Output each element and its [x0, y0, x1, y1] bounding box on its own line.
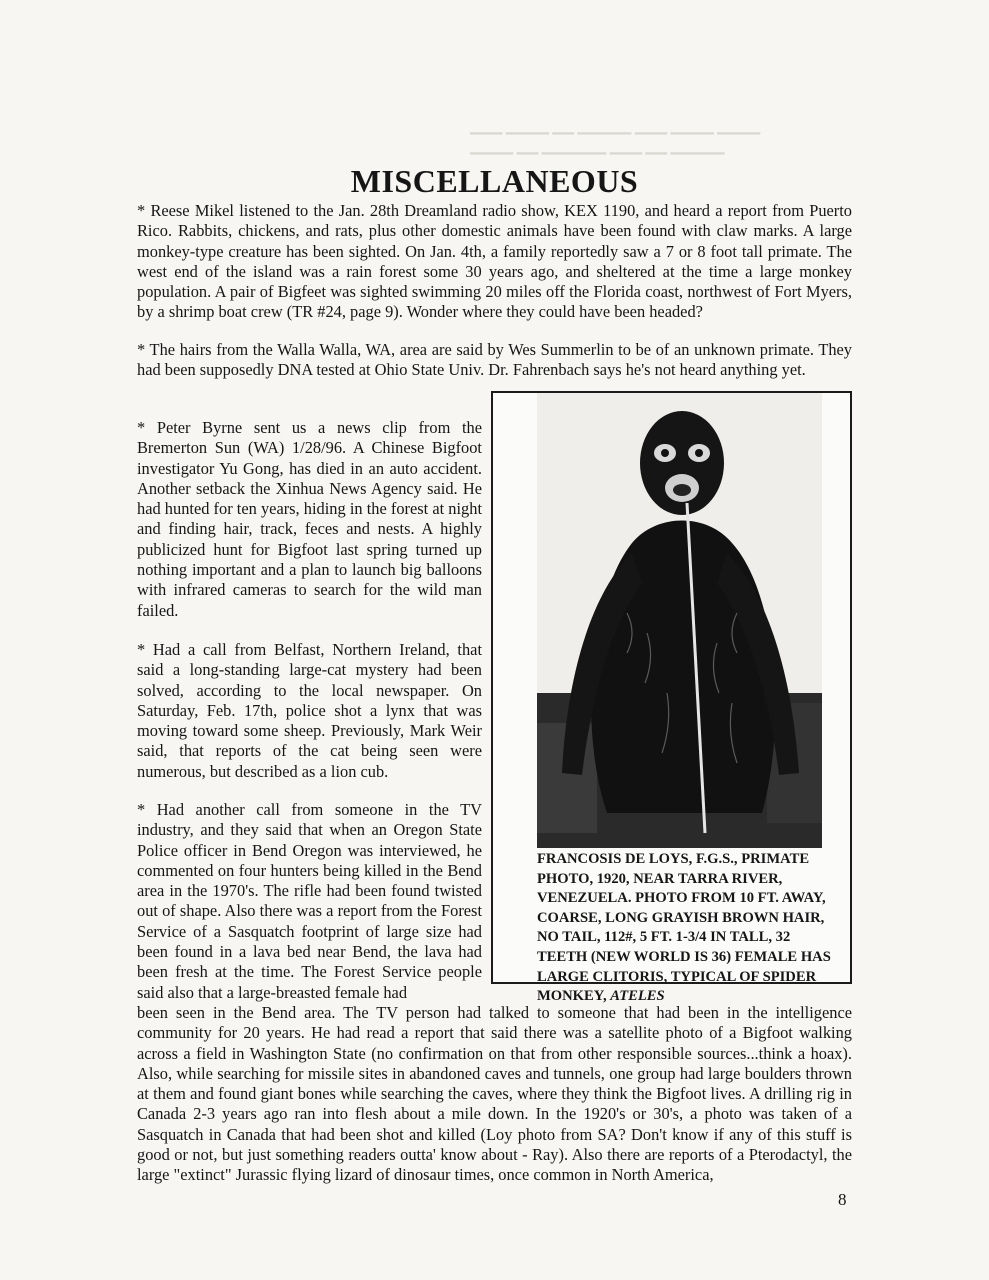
- paragraph-walla-walla-hairs: * The hairs from the Walla Walla, WA, area are said by Wes Summerlin to be of an unknown primate. They had been supposedly DNA tested at Ohio State Univ. Dr. Fahrenbach says he's not heard anything yet.: [137, 340, 852, 380]
- paragraph-puerto-rico: * Reese Mikel listened to the Jan. 28th Dreamland radio show, KEX 1190, and heard a report from Puerto Rico. Rabbits, chickens, and rats, plus other domestic animals have been found with claw marks. A large monkey-type creature has been sighted. On Jan. 4th, a family reportedly saw a 7 or 8 foot tall primate. The west end of the island was a rain forest some 30 years ago, and sheltered at the time a large monkey population. A pair of Bigfeet was sighted swimming 20 miles off the Florida coast, northwest of Fort Myers, by a shrimp boat crew (TR #24, page 9). Wonder where they could have been headed?: [137, 201, 852, 322]
- page-title: MISCELLANEOUS: [350, 163, 639, 200]
- primate-photo-illustration: [537, 393, 822, 848]
- page-number: 8: [838, 1190, 847, 1209]
- bleed-through-texture: ▁▁▁ ▁▁▁▁ ▁▁ ▁▁▁▁▁ ▁▁▁ ▁▁▁▁ ▁▁▁▁ ▁▁▁▁ ▁▁ ▁▁▁▁▁▁ ▁▁▁ ▁▁ ▁▁▁▁▁: [470, 120, 761, 155]
- paragraph-yu-gong: * Peter Byrne sent us a news clip from the Bremerton Sun (WA) 1/28/96. A Chinese Bigfoot investigator Yu Gong, has died in an auto accident. Another setback the Xinhua News Agency said. He had hunted for ten years, hiding in the forest at night and finding hair, track, feces and nests. A highly publicized hunt for Bigfoot last spring turned up nothing important and a plan to launch big balloons with infrared cameras to search for the wild man failed.: [137, 418, 482, 620]
- photo-caption-genus: ATELES: [610, 988, 665, 1005]
- primate-photo: [537, 393, 822, 848]
- photo-caption: [537, 850, 837, 1007]
- paragraph-bend-oregon: * Had another call from someone in the TV industry, and they said that when an Oregon State Police officer in Bend Oregon was interviewed, he commented on four hunters being killed in the Bend area in the 1970's. The rifle had been found twisted out of shape. Also there was a report from the Forest Service of a Sasquatch footprint of large size had been found in a lava bed near Bend, the lava had been fresh at the time. The Forest Service people said also that a large-breasted female had: [137, 800, 482, 1002]
- photo-figure-box: [491, 391, 852, 1005]
- paragraph-belfast-lynx: * Had a call from Belfast, Northern Ireland, that said a long-standing large-cat mystery had been solved, according to the local newspaper. On Saturday, Feb. 17th, police shot a lynx that was moving toward some sheep. Previously, Mark Weir said, that reports of the cat being seen were numerous, but described as a lion cub.: [137, 640, 482, 781]
- photo-caption-text: FRANCOSIS DE LOYS, F.G.S., PRIMATE PHOTO, 1920, NEAR TARRA RIVER, VENEZUELA. PHOTO FROM 10 FT. AWAY, COARSE, LONG GRAYISH BROWN HAIR, NO TAIL, 112#, 5 FT. 1-3/4 IN TALL, 32 TEETH (NEW WORLD IS 36) FEMALE HAS LARGE CLITORIS, TYPICAL OF SPIDER MONKEY,: [537, 851, 831, 1005]
- paragraph-continuation: been seen in the Bend area. The TV person had talked to someone that had been in the intelligence community for 20 years. He had read a report that said there was a satellite photo of a Bigfoot walking across a field in Washington State (no confirmation on that from other responsible sources...think a hoax). Also, while searching for missile sites in abandoned caves and tunnels, one group had large boulders thrown at them and found giant bones while searching the caves, where they think the Bigfoot lives. A drilling rig in Canada 2-3 years ago ran into flesh about a mile down. In the 1920's or 30's, a photo was taken of a Sasquatch in Canada that had been shot and killed (Loy photo from SA? Don't know if any of this stuff is good or not, but just something readers outta' know about - Ray). Also there are reports of a Pterodactyl, the large "extinct" Jurassic flying lizard of dinosaur times, once common in North America,: [137, 1003, 852, 1185]
